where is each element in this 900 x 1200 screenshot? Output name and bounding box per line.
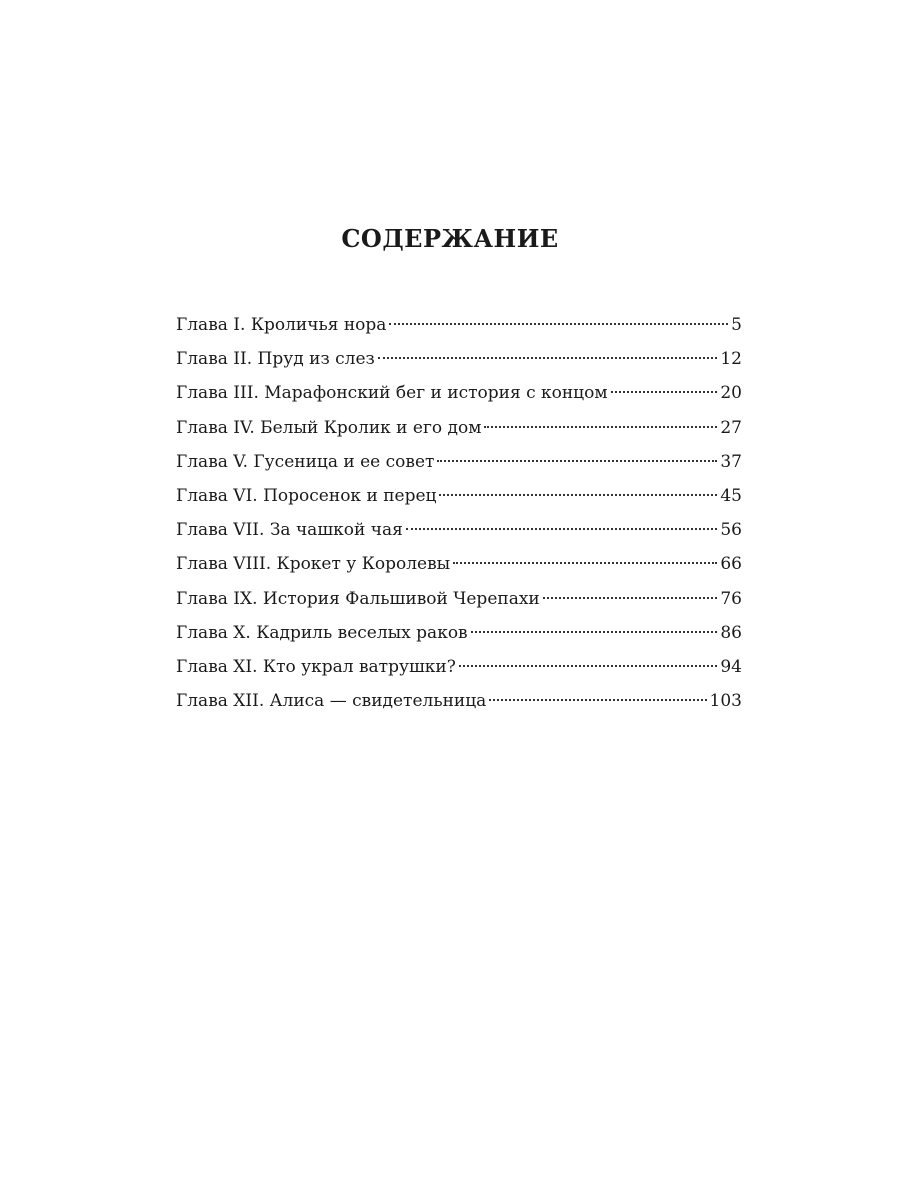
toc-entry (176, 513, 742, 547)
dot-leader (459, 665, 718, 667)
toc-entry (176, 616, 742, 650)
dot-leader (543, 597, 718, 599)
dot-leader (389, 323, 728, 325)
toc-entry (176, 684, 742, 718)
chapter-title: Глава VIII. Крокет у Королевы (176, 554, 451, 575)
dot-leader (484, 426, 717, 428)
dot-leader (437, 460, 717, 462)
page-number: 103 (709, 691, 742, 712)
toc-entry (176, 308, 742, 342)
chapter-title: Глава V. Гусеница и ее совет (176, 451, 435, 472)
page-number: 5 (731, 315, 742, 335)
table-of-contents (176, 308, 742, 718)
page-number: 66 (720, 554, 742, 575)
page-number: 76 (720, 588, 742, 609)
page-number: 45 (720, 485, 742, 506)
page-number: 27 (720, 417, 742, 438)
toc-entry (176, 445, 742, 479)
page-number: 12 (720, 349, 742, 370)
page-number: 86 (720, 622, 742, 643)
chapter-title: Глава VI. Поросенок и перец (176, 485, 437, 506)
page-number: 94 (720, 656, 742, 677)
dot-leader (439, 494, 717, 496)
page-number: 37 (720, 451, 742, 472)
dot-leader (453, 562, 717, 564)
chapter-title: Глава I. Кроличья нора (176, 315, 387, 335)
chapter-title: Глава II. Пруд из слез (176, 349, 375, 370)
toc-entry (176, 547, 742, 581)
dot-leader (471, 631, 718, 633)
toc-entry (176, 650, 742, 684)
toc-entry (176, 342, 742, 376)
toc-entry (176, 411, 742, 445)
dot-leader (489, 699, 706, 701)
toc-entry (176, 376, 742, 410)
dot-leader (611, 391, 718, 393)
dot-leader (406, 528, 718, 530)
toc-entry (176, 582, 742, 616)
chapter-title: Глава IV. Белый Кролик и его дом (176, 417, 482, 438)
page-number: 20 (720, 383, 742, 404)
page-title: СОДЕРЖАНИЕ (341, 224, 559, 253)
page-number: 56 (720, 520, 742, 541)
chapter-title: Глава IX. История Фальшивой Черепахи (176, 588, 540, 609)
dot-leader (378, 357, 718, 359)
chapter-title: Глава XII. Алиса — свидетельница (176, 691, 487, 712)
chapter-title: Глава III. Марафонский бег и история с концом (176, 383, 608, 404)
chapter-title: Глава X. Кадриль веселых раков (176, 622, 468, 643)
toc-entry (176, 479, 742, 513)
chapter-title: Глава VII. За чашкой чая (176, 520, 403, 541)
chapter-title: Глава XI. Кто украл ватрушки? (176, 656, 456, 677)
